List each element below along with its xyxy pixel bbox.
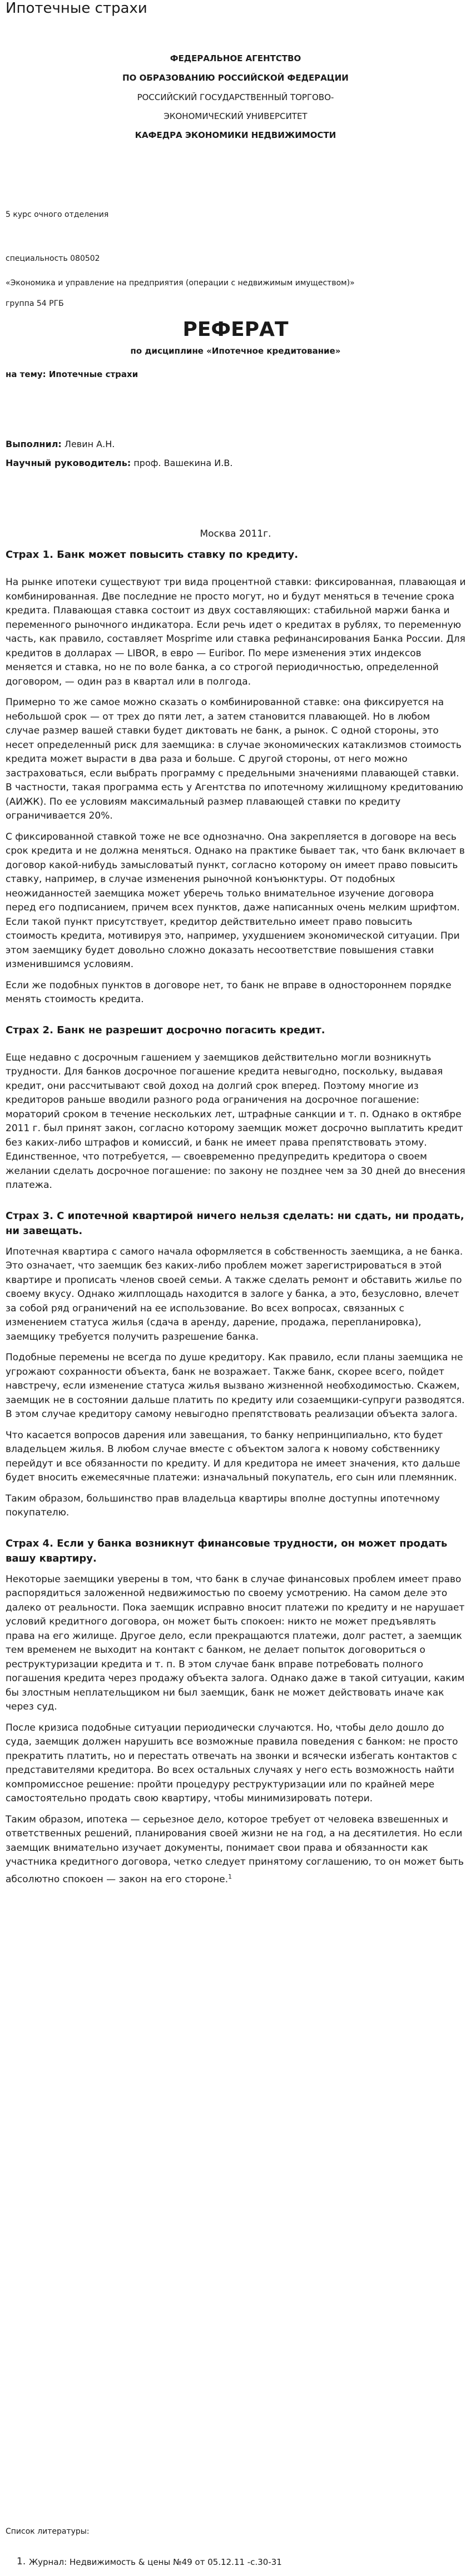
section-heading: Страх 1. Банк может повысить ставку по кредиту. xyxy=(6,549,299,561)
paragraph: На рынке ипотеки существуют три вида процентной ставки: фиксированная, плавающая и комбинированная. Две последние не просто могут, но и будут меняться в течение срока кредита. Плавающая ставка состоит из двух составляющих: стабильной маржи банка и переменного рыночного индикатора. Если речь идет о кредитах в рублях, то переменную часть, как правило, составляет Mosprime или ставка рефинансирования Банка России. Для кредитов в долларах — LIBOR, в евро — Euribor. По мере изменения этих индексов меняется и ставка, но не по воле банка, а со строгой периодичностью, определенной договором, — один раз в квартал или в полгода. xyxy=(6,577,466,687)
header-agency: ФЕДЕРАЛЬНОЕ АГЕНТСТВО xyxy=(170,53,301,63)
supervisor-name: проф. Вашекина И.В. xyxy=(133,458,233,468)
paragraph: Некоторые заемщики уверены в том, что банк в случае финансовых проблем имеет право распорядиться заложенной недвижимостью по своему усмотрению. На самом деле это далеко от реальности. Пока заемщик исправно вносит платежи по кредиту и не нарушает условий кредитного договора, он может быть спокоен: никто не может предъявлять права на его жилище. Другое дело, если прекращаются платежи, долг растет, а заемщик тем временем не выходит на контакт с банком, не делает попыток договориться о реструктуризации кредита и т. п. В этом случае банк вправе потребовать полного погашения кредита через продажу объекта залога. Однако даже в такой ситуации, каким бы злостным неплательщиком ни был заемщик, банк не может действовать иначе как через суд. xyxy=(6,1573,465,1712)
city-year: Москва 2011г. xyxy=(200,528,271,539)
paragraph: После кризиса подобные ситуации периодически случаются. Но, чтобы дело дошло до суда, заемщик должен нарушить все возможные правила поведения с банком: не просто прекратить платить, но и перестать отвечать на звонки и всячески избегать контактов с представителями кредитора. Во всех остальных случаях у него есть возможность найти компромиссное решение: пройти процедуру реструктуризации или по крайней мере самостоятельно продать свою квартиру, чтобы минимизировать потери. xyxy=(6,1722,458,1804)
discipline-prefix: по дисциплине xyxy=(130,346,204,356)
paragraph xyxy=(6,1813,466,1887)
topic-prefix: на тему: xyxy=(6,369,46,379)
section-fear-1 xyxy=(6,547,466,1007)
section-fear-3 xyxy=(6,1208,466,1520)
paragraph: Что касается вопросов дарения или завещания, то банку непринципиально, кто будет владельцем жилья. В любом случае вместе с объектом залога к новому собственнику перейдут и все обязанности по кредиту. И для кредитора не имеет значения, кто дальше будет вносить ежемесячные платежи: изначальный покупатель, его сын или племянник. xyxy=(6,1429,460,1483)
specialty-info: специальность 080502 xyxy=(6,254,100,263)
performed-label: Выполнил: xyxy=(6,439,62,449)
topic-line xyxy=(6,369,138,379)
supervisor-label: Научный руководитель: xyxy=(6,458,131,468)
performed-by xyxy=(6,439,115,449)
discipline-line xyxy=(0,346,471,356)
paragraph: Ипотечная квартира с самого начала оформляется в собственность заемщика, а не банка. Это означает, что заемщик без каких-либо проблем может зарегистрироваться в этой квартире и прописать членов своей семьи. А также сделать ремонт и обставить жилье по своему вкусу. Однако жилплощадь находится в залоге у банка, а это, безусловно, влечет за собой ряд ограничений на ее использование. Во всех вопросах, связанных с изменением статуса жилья (сдача в аренду, дарение, продажа, перепланировка), заемщику требуется получить разрешение банка. xyxy=(6,1246,463,1343)
paragraph: С фиксированной ставкой тоже не все однозначно. Она закрепляется в договоре на весь срок кредита и не должна меняться. Однако на практике бывает так, что банк включает в договор какой-нибудь замысловатый пункт, согласно которому он имеет право повысить ставку, например, в случае изменения рыночной конъюнктуры. От подобных неожиданностей заемщика может уберечь только внимательное изучение договора перед его подписанием, причем всех пунктов, даже написанных очень мелким шрифтом. Если такой пункт присутствует, кредитор действительно имеет право повысить стоимость кредита, мотивируя это, например, ухудшением экономической ситуации. При этом заемщику будет довольно сложно доказать несоответствие повышения ставки изменившимся условиям. xyxy=(6,831,465,970)
paragraph: Таким образом, большинство прав владельца квартиры вполне доступны ипотечному покупателю. xyxy=(6,1493,440,1518)
section-fear-2 xyxy=(6,1023,466,1193)
header-department: КАФЕДРА ЭКОНОМИКИ НЕДВИЖИМОСТИ xyxy=(135,130,336,140)
topic-name: Ипотечные страхи xyxy=(48,369,138,379)
course-info: 5 курс очного отделения xyxy=(6,210,109,219)
header-university-2: ЭКОНОМИЧЕСКИЙ УНИВЕРСИТЕТ xyxy=(163,111,308,121)
paragraph: Примерно то же самое можно сказать о комбинированной ставке: она фиксируется на небольшой срок — от трех до пяти лет, а затем становится плавающей. Но в любом случае размер вашей ставки будет диктовать не банк, а рынок. С одной стороны, это несет определенный риск для заемщика: в случае экономических катаклизмов стоимость кредита может вырасти в два раза и больше. С другой стороны, от него можно застраховаться, если выбрать программу с предельными значениями плавающей ставки. В частности, такая программа есть у Агентства по ипотечному жилищному кредитованию (АИЖК). По ее условиям максимальный размер плавающей ставки по кредиту ограничивается 20%. xyxy=(6,697,463,821)
program-info: «Экономика и управление на предприятия (операции с недвижимым имуществом)» xyxy=(6,279,355,288)
section-heading: Страх 4. Если у банка возникнут финансовые трудности, он может продать вашу квартиру. xyxy=(6,1537,448,1564)
header-university-1: РОССИЙСКИЙ ГОСУДАРСТВЕННЫЙ ТОРГОВО- xyxy=(137,92,334,102)
footnote-mark[interactable]: 1 xyxy=(228,1872,232,1880)
paragraph: Если же подобных пунктов в договоре нет, то банк не вправе в одностороннем порядке менять стоимость кредита. xyxy=(6,979,452,1005)
report-title: РЕФЕРАТ xyxy=(182,318,289,341)
section-heading: Страх 2. Банк не разрешит досрочно погасить кредит. xyxy=(6,1024,325,1036)
paragraph: Еще недавно с досрочным гашением у заемщиков действительно могли возникнуть трудности. Для банков досрочное погашение кредита невыгодно, поскольку, выдавая кредит, они рассчитывают свой доход на долгий срок вперед. Поэтому многие из кредиторов раньше вводили разного рода ограничения на досрочное погашение: мораторий сроком в течение нескольких лет, штрафные санкции и т. п. Однако в октябре 2011 г. был принят закон, согласно которому заемщик может досрочно выплатить кредит без каких-либо штрафов и комиссий, и банк не имеет права препятствовать этому. Единственное, что потребуется, — своевременно предупредить кредитора о своем желании сделать досрочное погашение: по закону не позднее чем за 30 дней до внесения платежа. xyxy=(6,1052,465,1191)
report-body xyxy=(6,547,466,1894)
supervisor xyxy=(6,458,232,468)
performed-name: Левин А.Н. xyxy=(64,439,115,449)
literature-item-number: 1. xyxy=(17,2556,26,2567)
discipline-name: «Ипотечное кредитование» xyxy=(206,346,341,356)
section-fear-4 xyxy=(6,1536,466,1887)
document-title: Ипотечные страхи xyxy=(6,0,147,17)
section-heading: Страх 3. С ипотечной квартирой ничего нельзя сделать: ни сдать, ни продать, ни завещать. xyxy=(6,1210,464,1237)
literature-item-text: Журнал: Недвижимость & цены №49 от 05.12.11 -с.30-31 xyxy=(29,2557,282,2567)
paragraph-text: Таким образом, ипотека — серьезное дело, которое требует от человека взвешенных и ответственных решений, планирования своей жизни не на год, а на десятилетия. Но если заемщик внимательно изучает документы, понимает свои права и обязанности как участника кредитного договора, четко следует принятому соглашению, то он может быть абсолютно спокоен — закон на его стороне. xyxy=(6,1814,464,1885)
paragraph: Подобные перемены не всегда по душе кредитору. Как правило, если планы заемщика не угрожают сохранности объекта, банк не возражает. Также банк, скорее всего, пойдет навстречу, если изменение статуса жилья вызвано жизненной необходимостью. Скажем, заемщик не в состоянии дальше платить по кредиту или созаемщики-супруги разводятся. В этом случае кредитору самому невыгодно препятствовать реализации объекта залога. xyxy=(6,1352,465,1420)
header-education: ПО ОБРАЗОВАНИЮ РОССИЙСКОЙ ФЕДЕРАЦИИ xyxy=(122,73,349,83)
literature-label: Список литературы: xyxy=(6,2527,90,2536)
group-info: группа 54 РГБ xyxy=(6,299,64,308)
